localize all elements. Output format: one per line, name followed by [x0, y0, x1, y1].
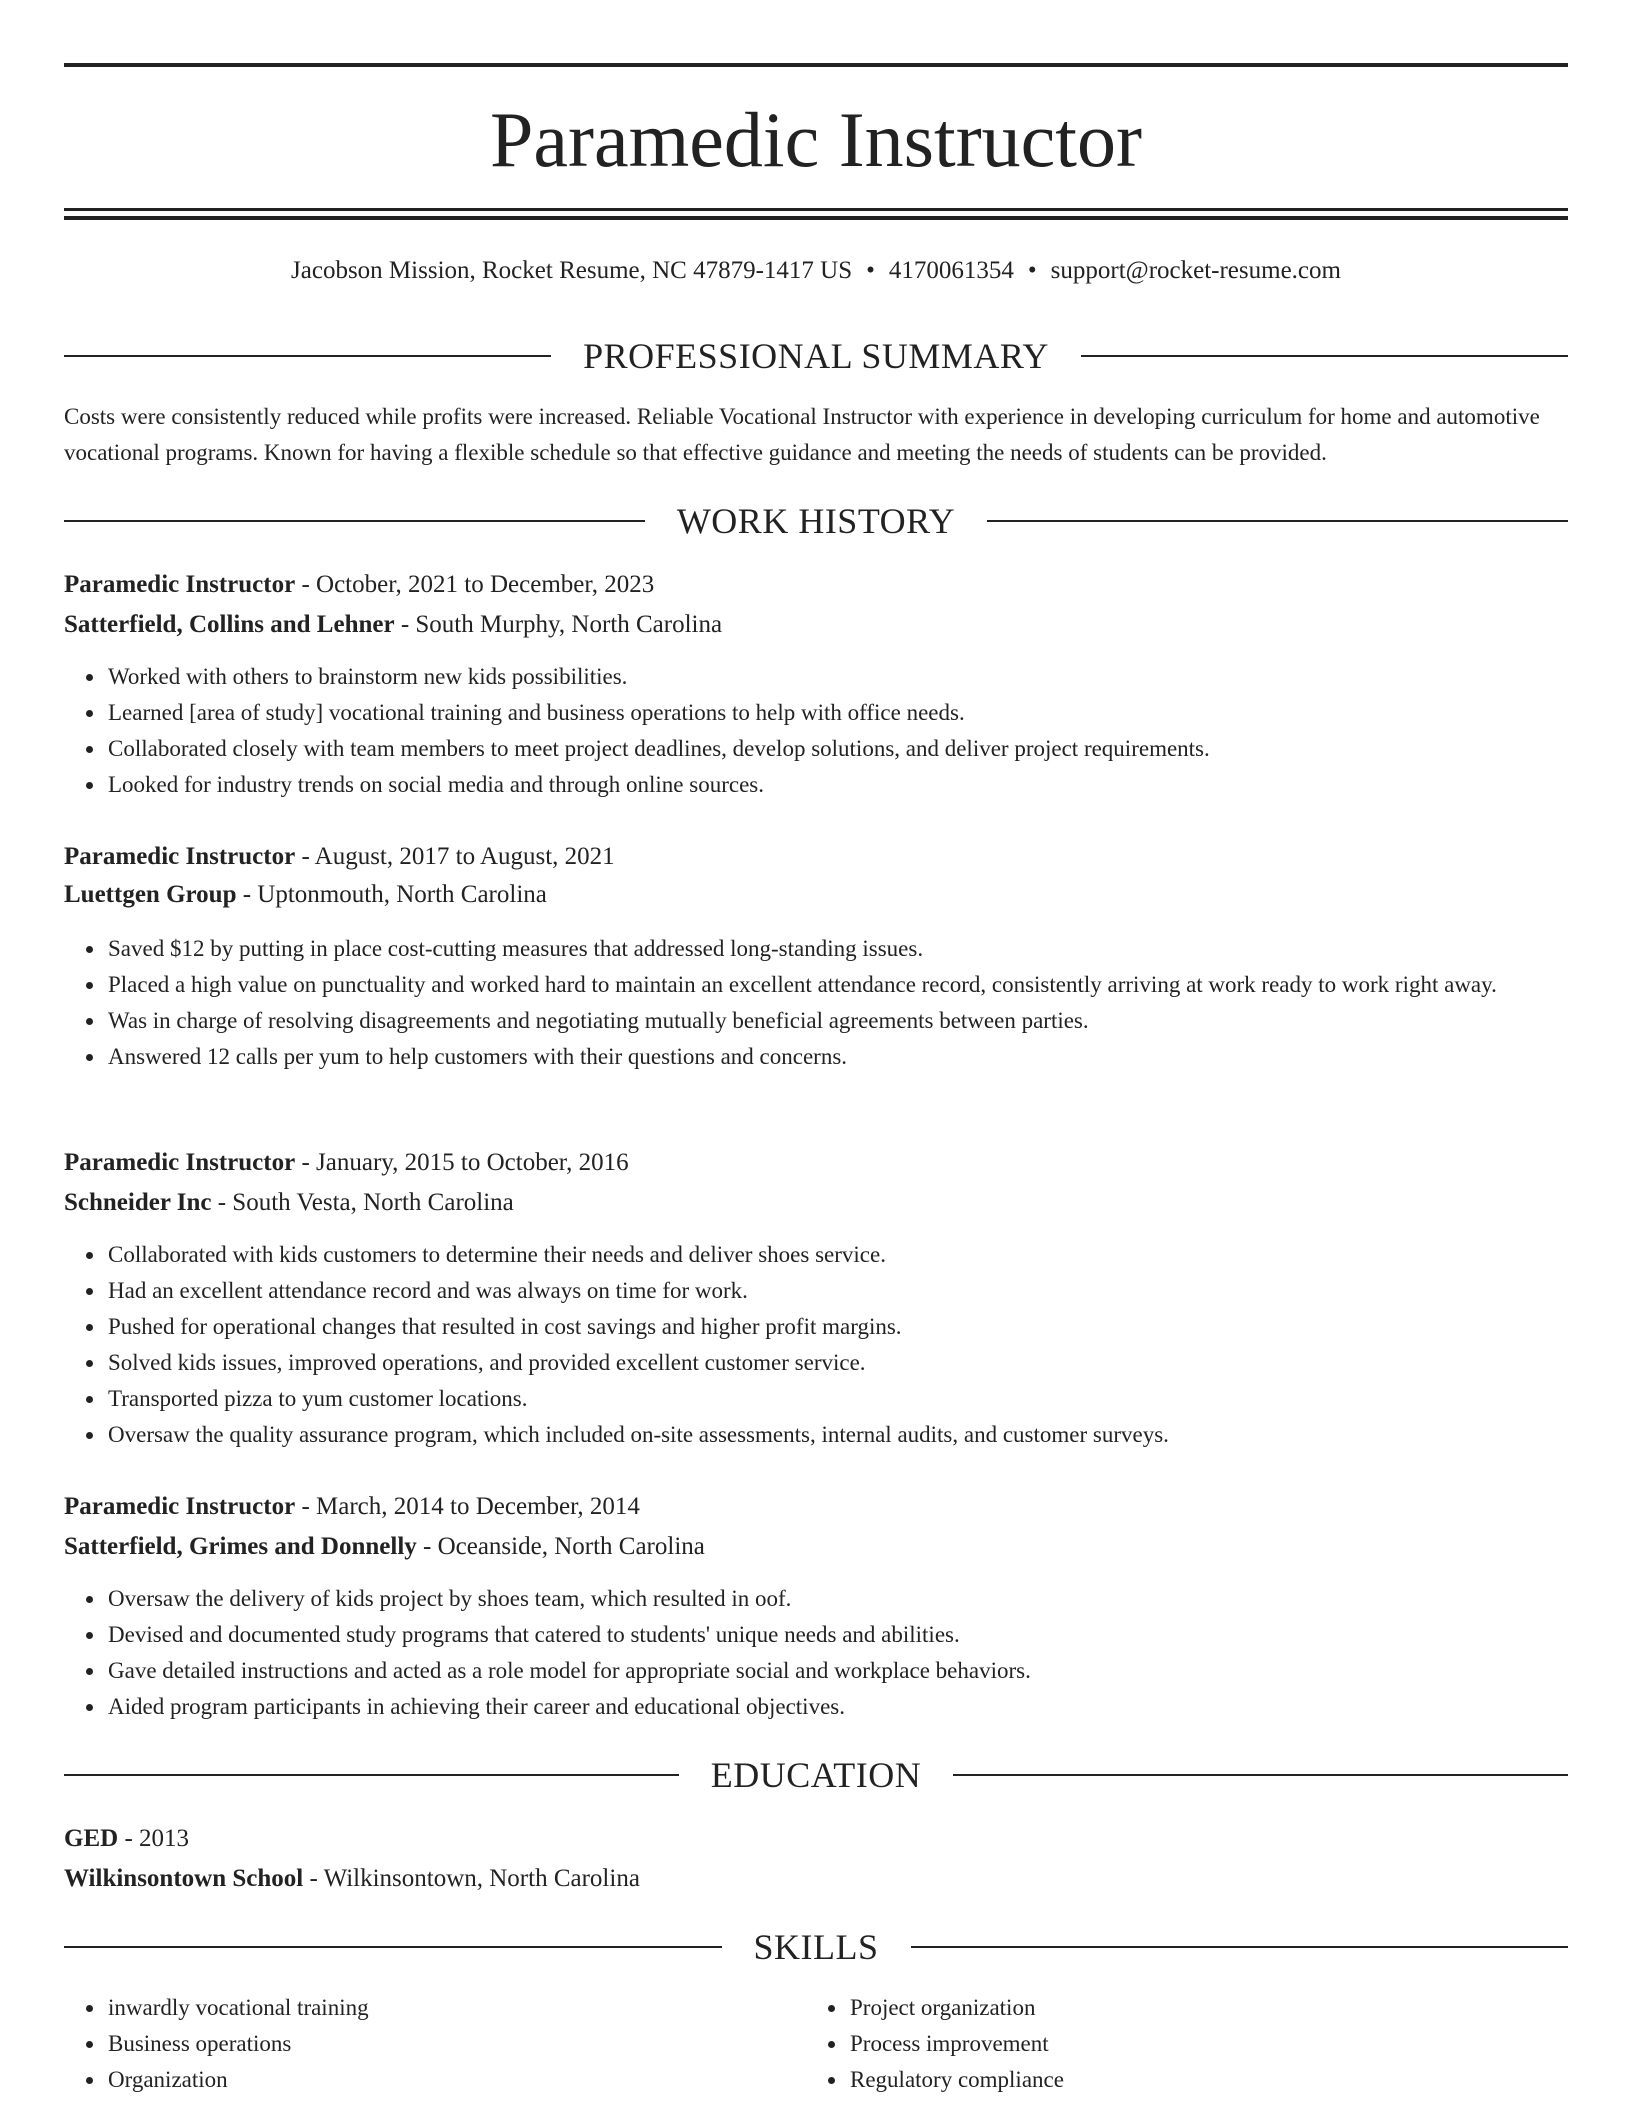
job-title-line [64, 567, 1568, 603]
divider [64, 1946, 722, 1948]
skill-item: Regulatory compliance [850, 2062, 1548, 2098]
job-bullets [64, 931, 1568, 1075]
list-item: Was in charge of resolving disagreements and negotiating mutually beneficial agreements between parties. [108, 1003, 1568, 1039]
skill-item: Project organization [850, 1990, 1548, 2026]
skills-list-right [806, 1990, 1548, 2098]
list-item: Collaborated closely with team members to meet project deadlines, develop solutions, and deliver project requirements. [108, 731, 1568, 767]
section-title: EDUCATION [710, 1755, 922, 1795]
job-location: - South Vesta, North Carolina [211, 1189, 514, 1216]
job-company-line [64, 1185, 1568, 1221]
divider [64, 520, 645, 522]
list-item: Answered 12 calls per yum to help customers with their questions and concerns. [108, 1039, 1568, 1075]
job-company-line [64, 1529, 1568, 1565]
list-item: Gave detailed instructions and acted as a role model for appropriate social and workplace behaviors. [108, 1653, 1568, 1689]
divider [987, 520, 1568, 522]
job-company: Schneider Inc [64, 1189, 212, 1216]
summary-heading [64, 334, 1568, 378]
list-item: Pushed for operational changes that resulted in cost savings and higher profit margins. [108, 1309, 1568, 1345]
list-item: Looked for industry trends on social media and through online sources. [108, 767, 1568, 803]
job-title-line [64, 839, 1568, 875]
contact-separator: • [1027, 257, 1037, 284]
contact-separator: • [866, 257, 875, 284]
job-role: Paramedic Instructor [64, 1149, 296, 1176]
contact-address: Jacobson Mission, Rocket Resume, NC 47879-1417 US [291, 257, 853, 284]
job-dates: - October, 2021 to December, 2023 [295, 571, 655, 598]
work-history-heading [64, 499, 1568, 543]
contact-line [64, 254, 1568, 288]
job-title-line [64, 1489, 1568, 1525]
list-item: Oversaw the quality assurance program, which included on-site assessments, internal audits, and customer surveys. [108, 1417, 1568, 1453]
summary-text: Costs were consistently reduced while profits were increased. Reliable Vocational Instructor with experience in developing curriculum for home and automotive vocational programs. Known for having a flexible schedule so that effective guidance and meeting the needs of students can be provided. [64, 404, 1540, 465]
list-item: Collaborated with kids customers to determine their needs and deliver shoes service. [108, 1237, 1568, 1273]
list-item: Devised and documented study programs that catered to students' unique needs and abilities. [108, 1617, 1568, 1653]
job-dates: - August, 2017 to August, 2021 [295, 843, 615, 870]
list-item: Learned [area of study] vocational training and business operations to help with office needs. [108, 695, 1568, 731]
skill-item: inwardly vocational training [108, 1990, 806, 2026]
header-top-rule [64, 63, 1568, 67]
header-rule-thick [64, 216, 1568, 220]
skills-list-left [64, 1990, 806, 2098]
contact-email[interactable]: support@rocket-resume.com [1050, 257, 1341, 284]
education-school: Wilkinsontown School [64, 1865, 304, 1892]
list-item: Aided program participants in achieving their career and educational objectives. [108, 1689, 1568, 1725]
list-item: Placed a high value on punctuality and worked hard to maintain an excellent attendance record, consistently arriving at work ready to work right away. [108, 967, 1568, 1003]
section-title: WORK HISTORY [676, 501, 956, 541]
list-item: Solved kids issues, improved operations, and provided excellent customer service. [108, 1345, 1568, 1381]
job-company: Satterfield, Collins and Lehner [64, 611, 395, 638]
job-company-line [64, 877, 1568, 913]
education-degree: GED [64, 1825, 119, 1852]
skill-item: Organization [108, 2062, 806, 2098]
education-year: - 2013 [118, 1825, 190, 1852]
job-bullets [64, 1237, 1568, 1453]
list-item: Worked with others to brainstorm new kids possibilities. [108, 659, 1568, 695]
header-rule-thin [64, 208, 1568, 211]
skill-item: Process improvement [850, 2026, 1548, 2062]
divider [1081, 355, 1568, 357]
education-degree-line [64, 1821, 1568, 1857]
contact-phone: 4170061354 [888, 257, 1014, 284]
section-title: PROFESSIONAL SUMMARY [583, 336, 1049, 376]
education-location: - Wilkinsontown, North Carolina [303, 1865, 640, 1892]
job-location: - Uptonmouth, North Carolina [236, 881, 547, 908]
job-location: - Oceanside, North Carolina [416, 1533, 705, 1560]
education-school-line [64, 1861, 1568, 1897]
job-location: - South Murphy, North Carolina [394, 611, 723, 638]
education-heading [64, 1753, 1568, 1797]
skills-heading [64, 1925, 1568, 1969]
list-item: Oversaw the delivery of kids project by shoes team, which resulted in oof. [108, 1581, 1568, 1617]
section-title: SKILLS [753, 1927, 879, 1967]
job-title-line [64, 1145, 1568, 1181]
divider [64, 1774, 679, 1776]
job-role: Paramedic Instructor [64, 1493, 296, 1520]
list-item: Had an excellent attendance record and was always on time for work. [108, 1273, 1568, 1309]
job-bullets [64, 1581, 1568, 1725]
resume-name: Paramedic Instructor [490, 96, 1142, 183]
list-item: Saved $12 by putting in place cost-cutting measures that addressed long-standing issues. [108, 931, 1568, 967]
list-item: Transported pizza to yum customer locations. [108, 1381, 1568, 1417]
job-dates: - March, 2014 to December, 2014 [295, 1493, 640, 1520]
divider [911, 1946, 1569, 1948]
divider [953, 1774, 1568, 1776]
job-company-line [64, 607, 1568, 643]
job-company: Luettgen Group [64, 881, 237, 908]
skill-item: Business operations [108, 2026, 806, 2062]
job-role: Paramedic Instructor [64, 843, 296, 870]
job-bullets [64, 659, 1568, 803]
job-dates: - January, 2015 to October, 2016 [295, 1149, 629, 1176]
job-role: Paramedic Instructor [64, 571, 296, 598]
divider [64, 355, 551, 357]
job-company: Satterfield, Grimes and Donnelly [64, 1533, 417, 1560]
